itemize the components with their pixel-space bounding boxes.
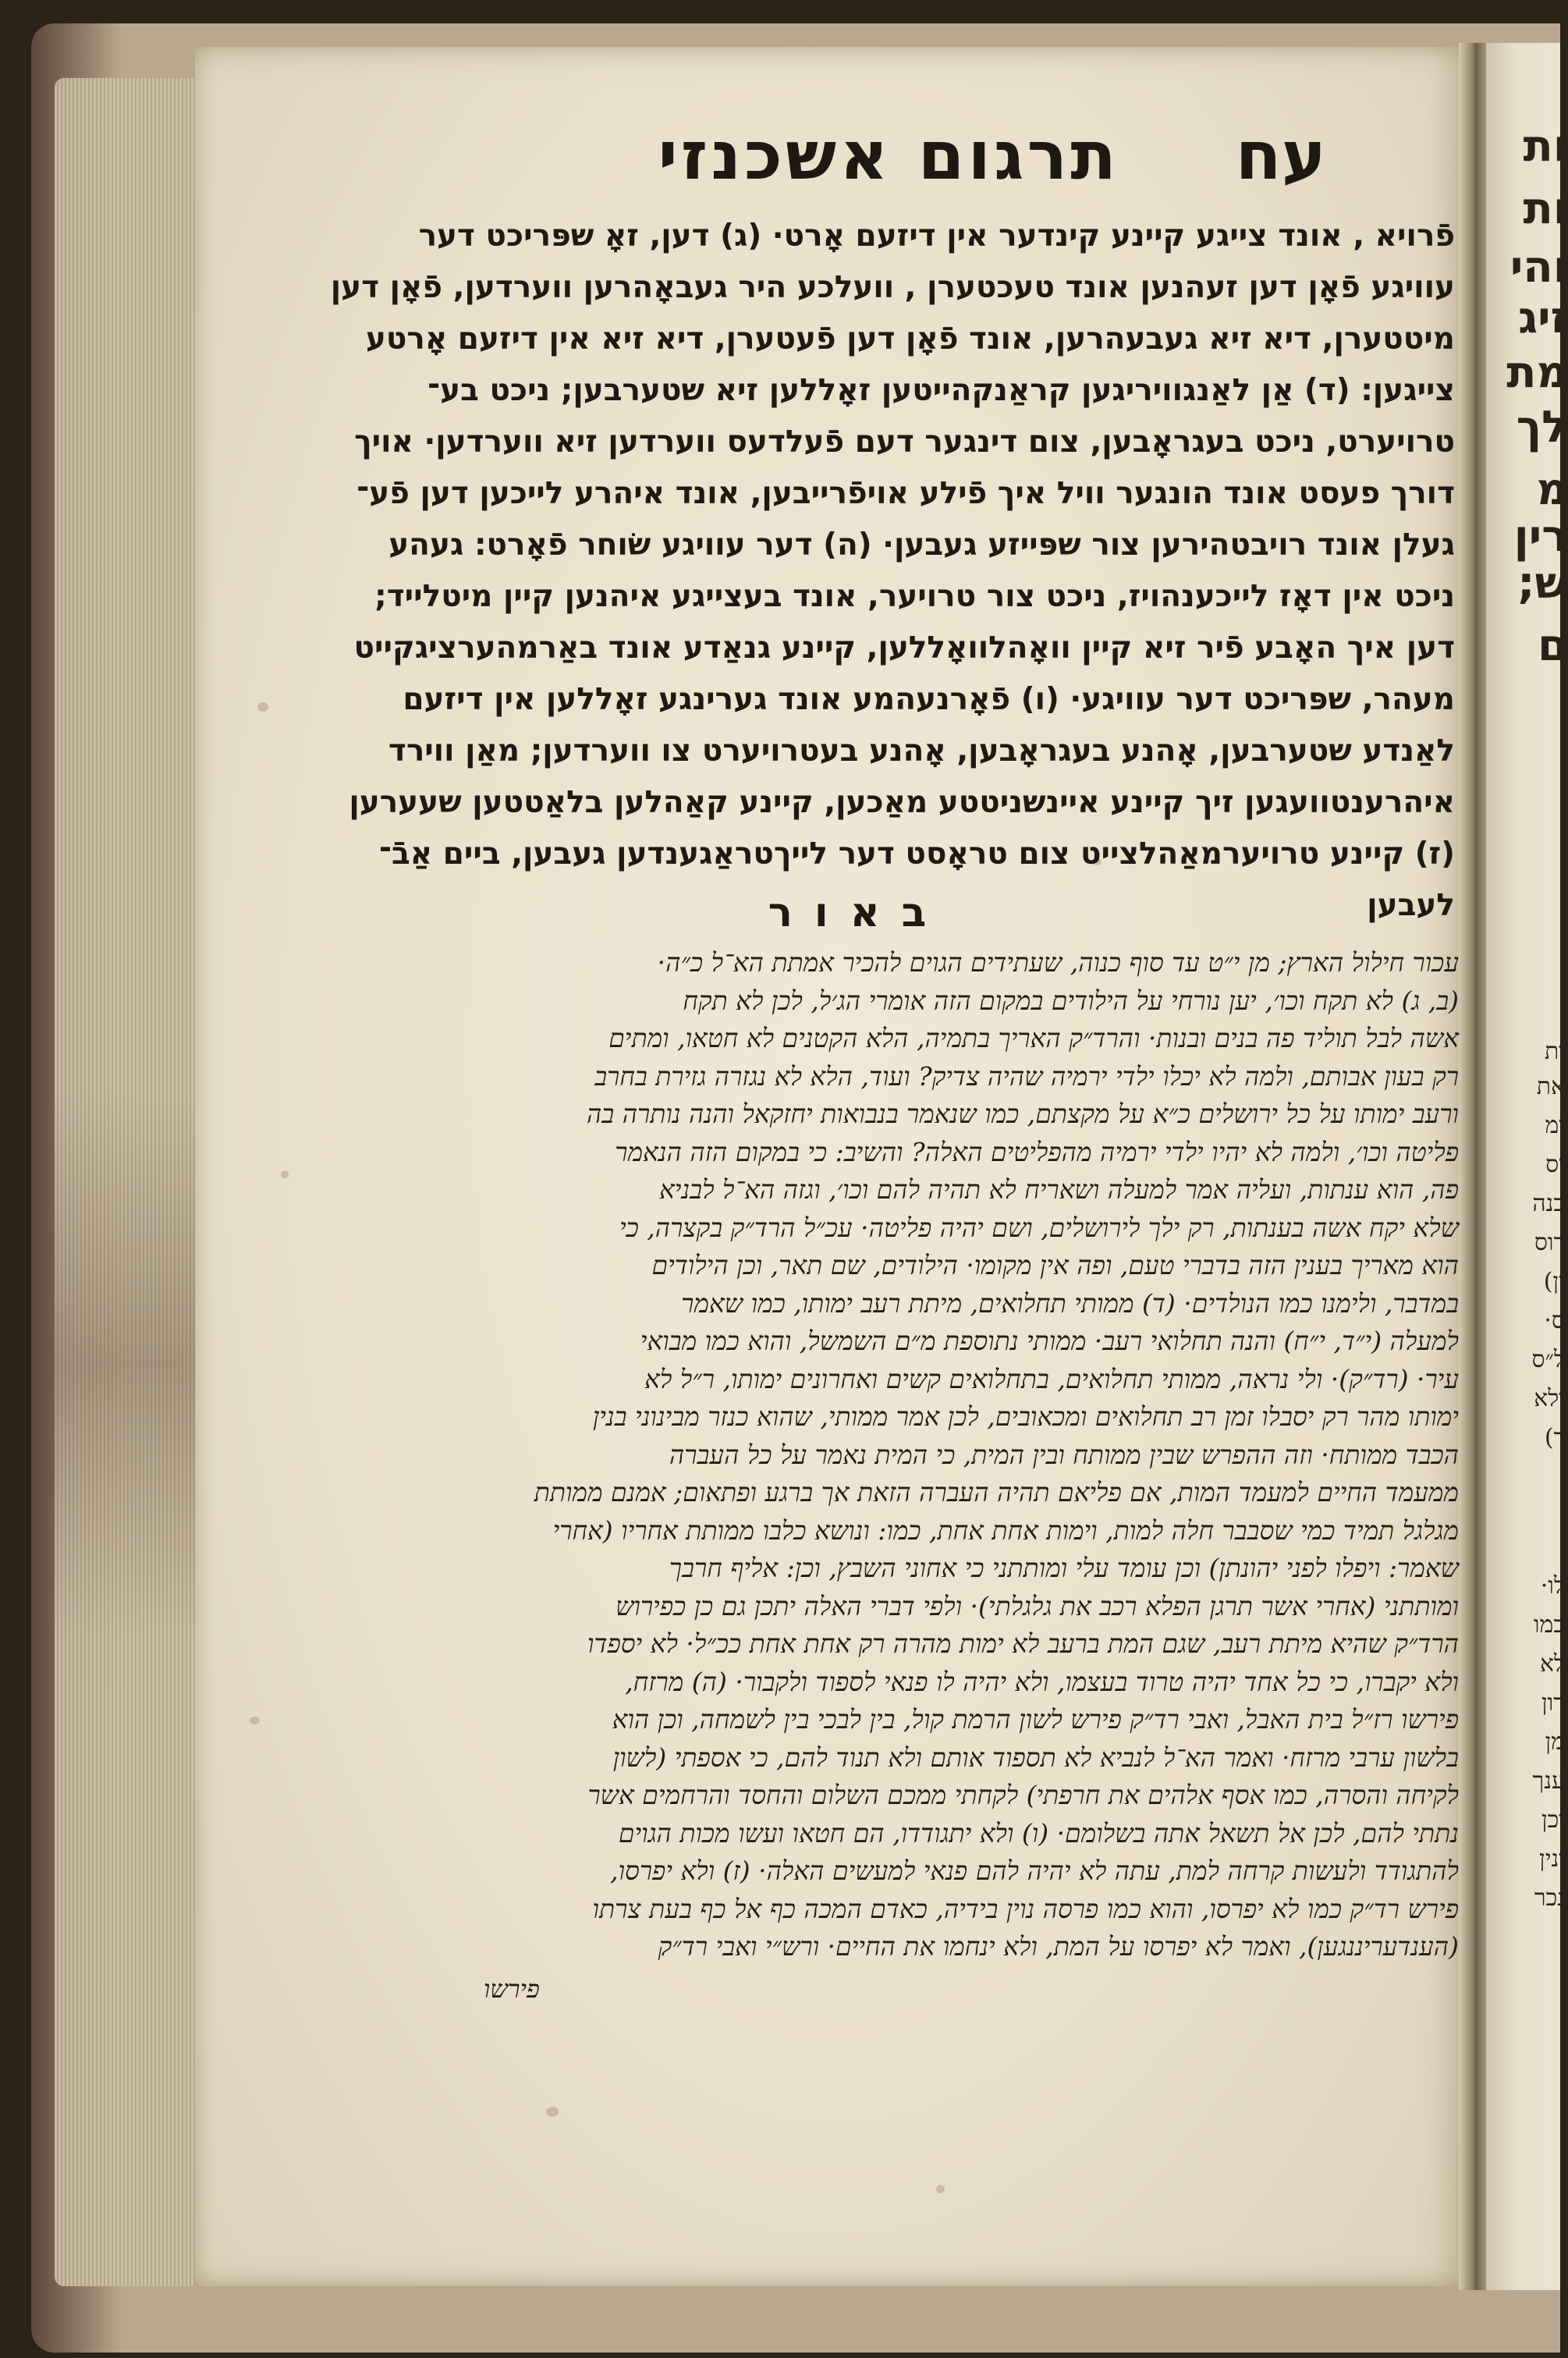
commentary-line: ממעמד החיים למעמד המות, אם פליאם תהיה העברה הזאת אך ברגע ופתאום; אמנם ממותת: [534, 1477, 1459, 1507]
commentary-line: מגלגל תמיד כמי שסבבר חלה למות, וימות אחת אחת, כמו: ונושא כלבו ממותת אחריו (אחרי: [552, 1515, 1459, 1546]
page-edges: [55, 78, 195, 2286]
commentary-line: רק בעון אבותם, ולמה לא יכלו ילדי ירמיה שהיה צדיק? ועוד, הלא לא נגזרה גזירת בחרב: [594, 1060, 1459, 1092]
commentary-line: פירשו רז״ל בית האבל, ואבי רד״ק פירש לשון הרמת קול, בין לבכי בין לשמחה, וכן הוא: [612, 1704, 1459, 1735]
commentary-line: לקיחה והסרה, כמו אסף אלהים את חרפתי) לקחתי ממכם השלום והחסד והרחמים אשר: [587, 1780, 1459, 1810]
facing-fragment: זיג: [1518, 293, 1568, 343]
text-line: לאַנדע שטערבען, אָהנע בעגראָבען, אָהנע בעטרויערט צו ווערדען; מאַן ווירד: [388, 733, 1455, 769]
section-heading: באור: [768, 890, 949, 936]
running-title: תרגום אשכנזי: [658, 117, 1119, 195]
commentary-line: פה, הוא ענתות, ועליה אמר למעלה ושאריח לא תהיה להם וכו׳, וגזה הא־ל לבניא: [658, 1174, 1459, 1205]
text-line: צייגען: (ד) אַן לאַנגוויריגען קראַנקהייטען זאָללען זיא שטערבען; ניכט בע־: [427, 373, 1455, 408]
commentary-text: [312, 944, 1459, 1966]
commentary-line: פליטה וכו׳, ולמה לא יהיו ילדי ירמיה מהפליטים האלה? והשיב: כי במקום הזה הנאמר: [615, 1136, 1459, 1167]
commentary-line: להתגודד ולעשות קרחה למת, עתה לא יהיה להם פנאי למעשים האלה· (ז) ולא יפרסו,: [610, 1856, 1459, 1886]
commentary-line: אשה לבל תוליד פה בנים ובנות· והרד״ק האריך בתמיה, הלא הקטנים לא חטאו, ומתים: [608, 1023, 1459, 1053]
commentary-line: ורעב ימותו על כל ירושלים כ״א על מקצתם, כמו שנאמר בנבואות יחזקאל והנה נותרה בה: [586, 1099, 1459, 1129]
commentary-line: פירש רד״ק כמו לא יפרסו, והוא כמו פרסה נוין בידיה, כאדם המכה כף אל כף בעת צרתו: [592, 1893, 1459, 1924]
commentary-line: עכור חילול הארץ; מן י״ט עד סוף כנוה, שעתידים הגוים להכיר אמתת הא־ל כ״ה·: [657, 947, 1459, 978]
commentary-line: הרד״ק שהיא מיתת רעב, שגם המת ברעב לא ימות מהרה רק אחת אחת ככ״ל· לא יספדו: [587, 1628, 1459, 1659]
catchword: פירשו: [484, 1974, 540, 2004]
facing-fragment: ש;: [1517, 558, 1568, 609]
commentary-line: ולא יקברו, כי כל אחד יהיה טרוד בעצמו, ולא יהיה לו פנאי לספוד ולקבור· (ה) מרזח,: [625, 1666, 1459, 1697]
text-line: דורך פעסט אונד הונגער וויל איך פֿילע אויפֿרייבען, אונד איהרע לייכען דען פֿע־: [357, 476, 1455, 511]
facing-fragment: לך: [1516, 402, 1568, 453]
facing-fragment: מת: [1506, 347, 1568, 398]
text-line: מעהר, שפּריכט דער עוויגע· (ו) פֿאָרנעהמע אונד גערינגע זאָללען אין דיזעם: [403, 682, 1455, 717]
translation-text: [324, 211, 1455, 932]
commentary-line: ומותתני (אחרי אשר תרגן הפלא רכב את גלגלתי)· ולפי דברי האלה יתכן גם כן כפירוש: [615, 1590, 1459, 1621]
text-line: לעבען: [1367, 888, 1455, 923]
text-line: געלן אונד רויבטהירען צור שפּייזע געבען· (ה) דער עוויגע שׂוחר פֿאָרט: געהע: [388, 527, 1455, 563]
text-line: טרויערט, ניכט בעגראָבען, צום דינגער דעם פֿעלדעס ווערדען זיא ווערדען· אויך: [354, 424, 1455, 460]
commentary-line: נתתי להם, לכן אל תשאל אתה בשלומם· (ו) ולא יתגודדו, הם חטאו ועשו מכות הגוים: [618, 1817, 1459, 1848]
facing-fragment: מ: [1536, 464, 1568, 515]
commentary-line: (ב, ג) לא תקח וכו׳, יען נורחי על הילודים במקום הזה אומרי הג׳ל, לכן לא תקח: [683, 985, 1459, 1016]
commentary-line: במדבר, ולימנו כמו הנולדים· (ד) ממותי תחלואים, מיתת רעב ימותו, כמו שאמר: [681, 1287, 1459, 1319]
text-line: עוויגע פֿאָן דען זעהנען אונד טעכטערן , וועלכע היר געבאָהרען ווערדען, פֿאָן דען: [330, 270, 1455, 305]
edge-wear: [55, 1092, 195, 1639]
facing-fragment: והי: [1509, 242, 1568, 293]
facing-fragment: ם: [1538, 620, 1568, 671]
text-line: דען איך האָבע פֿיר זיא קיין וואָהלוואָללען, קיינע גנאַדע אונד באַרמהערציגקייט: [353, 630, 1455, 666]
commentary-line: (הענדעריננגען), ואמר לא יפרסו על המת, ולא ינחמו את החיים· ורש״י ואבי רד״ק: [658, 1931, 1459, 1962]
facing-fragment: ות: [1523, 121, 1568, 172]
commentary-line: ימותו מהר רק יסבלו זמן רב תחלואים ומכאובים, לכן אמר ממותי, שהוא כנזר מבינוני בנין: [592, 1401, 1459, 1432]
text-line: מיטטערן, דיא זיא געבעהרען, אונד פֿאָן דען פֿעטערן, דיא זיא אין דיזעם אָרטע: [365, 321, 1455, 357]
commentary-line: בלשון ערבי מרזח· ואמר הא־ל לנביא לא תספוד אותם ולא תנוד להם, כי אספתי (לשון: [612, 1742, 1459, 1773]
facing-page-sliver: ות ות והי זיג מת לך מ רין ש; ם ות את ומ יס כנה דוס ין) ס· ל״ס ולא ד) לו· כמו לא רון מן ענך וכן ונין נכר: [1486, 43, 1560, 2290]
page-number: עח: [1235, 117, 1326, 195]
commentary-line: הכבד ממותח· וזה ההפרש שבין ממותח ובין המית, כי המית נאמר על כל העברה: [669, 1439, 1459, 1470]
facing-fragment: רין: [1513, 511, 1568, 562]
commentary-line: שאמר: ויפלו לפני יהונתן) וכן עומד עלי ומותתני כי אחוני השבץ, וכן: אליף חרבך: [669, 1553, 1459, 1583]
facing-fragment: ות: [1523, 183, 1568, 234]
text-line: ניכט אין דאָז לייכענהויז, ניכט צור טרויער, אונד בעצייגע איהנען קיין מיטלייד;: [374, 579, 1455, 614]
text-line: איהרענטוועגען זיך קיינע איינשניטטע מאַכען, קיינע קאַהלען בלאַטטען שעערען: [349, 785, 1455, 820]
commentary-line: הוא מאריך בענין הזה בדברי טעם, ופה אין מקומו· הילודים, שם תאר, וכן הילודים: [651, 1250, 1459, 1280]
book-gutter: [1459, 43, 1490, 2290]
commentary-line: למעלה (י״ד, י״ח) והנה תחלואי רעב· ממותי נתוספת מ״ם השמשל, והוא כמו מבואי: [640, 1326, 1459, 1356]
page-header: [390, 117, 1326, 218]
text-line: פֿרויא , אונד צייגע קיינע קינדער אין דיזעם אָרט· (ג) דען, זאָ שפּריכט דער: [418, 218, 1455, 254]
commentary-line: שלא יקח אשה בענתות, רק ילך לירושלים, ושם יהיה פליטה· עכ״ל הרד״ק בקצרה, כי: [619, 1212, 1459, 1243]
text-line: (ז) קיינע טרויערמאַהלצייט צום טראָסט דער לייךטראַגענדען געבען, ביים אַבֿ־: [378, 836, 1455, 872]
commentary-line: עיר· (רד״ק)· ולי נראה, ממותי תחלואים, בתחלואים קשים ואחרונים ימותו, ר״ל לא: [644, 1363, 1459, 1394]
